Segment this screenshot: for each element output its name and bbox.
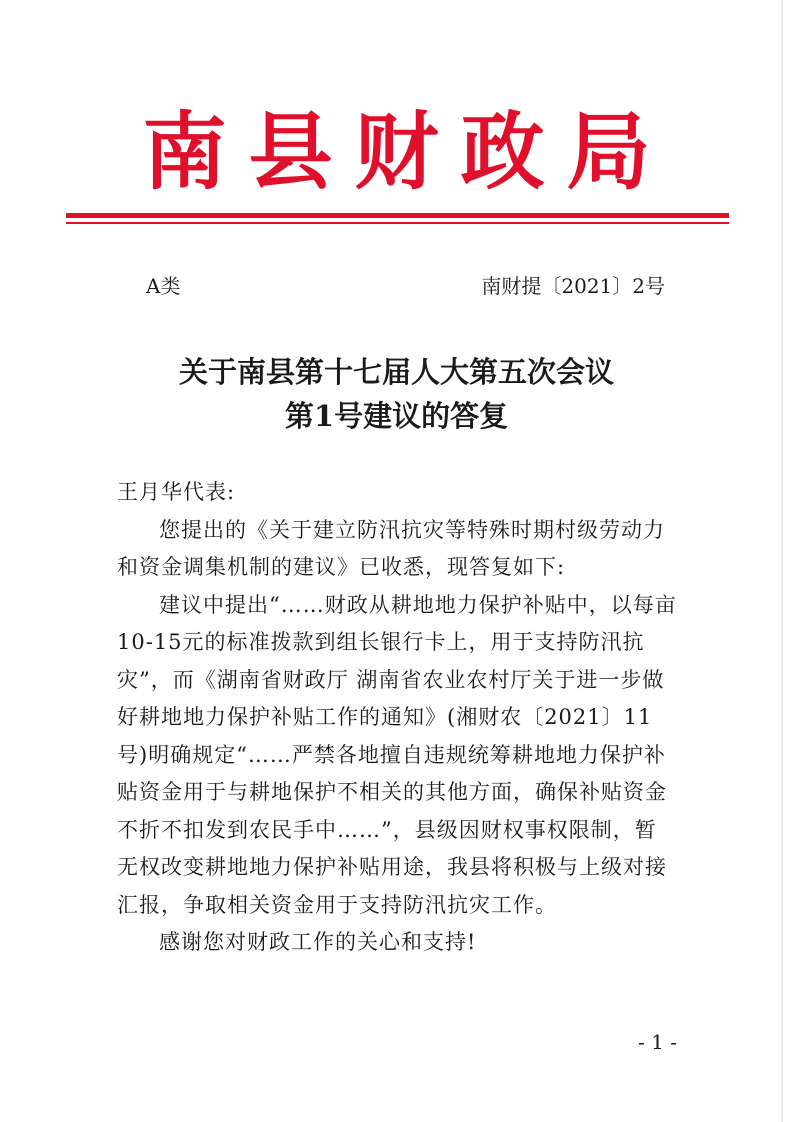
document-number: 南财提〔2021〕2号 (481, 274, 665, 298)
title-line-1: 关于南县第十七届人大第五次会议 (178, 355, 614, 389)
body-paragraph: 您提出的《关于建立防汛抗灾等特殊时期村级劳动力和资金调集机制的建议》已收悉，现答复如下: (117, 517, 665, 579)
closing-paragraph: 感谢您对财政工作的关心和支持! (159, 930, 477, 954)
page-number: - 1 - (638, 1030, 677, 1054)
title-line-2: 第1号建议的答复 (284, 399, 509, 433)
document-title (0, 350, 793, 438)
letterhead-rule-thick (66, 213, 729, 218)
body-paragraph: 建议中提出“……财政从耕地地力保护补贴中，以每亩10-15元的标准拨款到组长银行卡上，用于支持防汛抗灾”，而《湖南省财政厅 湖南省农业农村厅关于进一步做好耕地地力保护补贴工作的通知》(湘财农〔2021〕11号)明确规定“……严禁各地擅自违规统筹耕地地力保护补贴资金用于与耕地保护不相关的其他方面，确保补贴资金不折不扣发到农民手中……”，县级因财权事权限制，暂无权改变耕地地力保护补贴用途，我县将积极与上级对接汇报，争取相关资金用于支持防汛抗灾工作。 (117, 592, 677, 917)
letterhead-org-name: 南县财政局 (142, 102, 673, 201)
document-body (117, 474, 677, 962)
document-category: A类 (146, 274, 181, 298)
salutation: 王月华代表: (117, 480, 236, 504)
letterhead-rule-thin (66, 222, 729, 224)
